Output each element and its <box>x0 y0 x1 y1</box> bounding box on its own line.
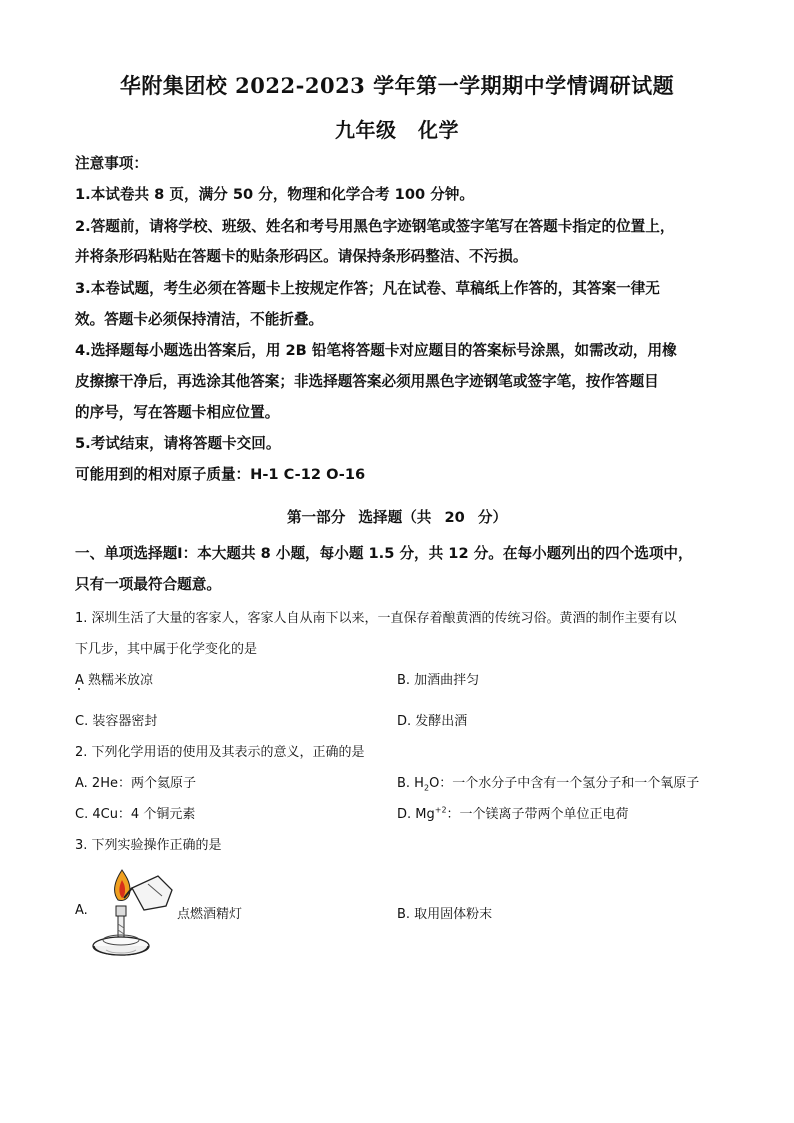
q2-stem: 2. 下列化学用语的使用及其表示的意义，正确的是 <box>75 745 365 760</box>
q1-option-c: C. 装容器密封 <box>75 714 158 729</box>
q2-option-c: C. 4Cu：4 个铜元素 <box>75 807 196 822</box>
q3-stem: 3. 下列实验操作正确的是 <box>75 838 222 853</box>
note-line: 1.本试卷共 8 页，满分 50 分，物理和化学合考 100 分钟。 <box>75 186 474 203</box>
exam-subtitle: 九年级 化学 <box>335 118 459 142</box>
note-line: 4.选择题每小题选出答案后，用 2B 铅笔将答题卡对应题目的答案标号涂黑，如需改动，用橡 <box>75 342 677 359</box>
notes-heading: 注意事项： <box>75 155 148 172</box>
q1-option-d: D. 发酵出酒 <box>397 714 468 729</box>
note-line: 3.本卷试题，考生必须在答题卡上按规定作答；凡在试卷、草稿纸上作答的，其答案一律无 <box>75 280 660 297</box>
q3-option-a-label: A. <box>75 903 88 918</box>
note-line: 并将条形码粘贴在答题卡的贴条形码区。请保持条形码整洁、不污损。 <box>75 248 528 265</box>
q2-option-b: B. $H_2O$：一个水分子中含有一个氢分子和一个氧原子 <box>397 776 700 793</box>
q1-option-a: A 熟糯米放凉 <box>75 673 154 688</box>
section-title: 第一部分 选择题（共 20 分） <box>286 509 508 526</box>
note-line: 5.考试结束，请将答题卡交回。 <box>75 435 281 452</box>
part-heading-cont: 只有一项最符合题意。 <box>75 576 221 593</box>
exam-title: 华附集团校 2022-2023 学年第一学期期中学情调研试题 <box>119 73 675 98</box>
q2-option-d: D. $Mg^{+2}$：一个镁离子带两个单位正电荷 <box>397 805 629 822</box>
note-line: 2.答题前，请将学校、班级、姓名和考号用黑色字迹钢笔或签字笔写在答题卡指定的位置上， <box>75 218 675 235</box>
part-heading: 一、单项选择题Ⅰ：本大题共 8 小题，每小题 1.5 分，共 12 分。在每小题列出的四个选项中， <box>75 545 693 562</box>
q1-stem: 1. 深圳生活了大量的客家人，客家人自从南下以来，一直保存着酿黄酒的传统习俗。黄酒的制作主要有以 <box>75 611 677 626</box>
note-line: 的序号，写在答题卡相应位置。 <box>75 404 280 421</box>
note-line: 皮擦擦干净后，再选涂其他答案；非选择题答案必须用黑色字迹钢笔或签字笔，按作答题目 <box>75 373 659 390</box>
alcohol-lamp-lighting-illustration <box>88 866 178 962</box>
atomic-mass-line: 可能用到的相对原子质量：H-1 C-12 O-16 <box>75 466 366 483</box>
q1-option-b: B. 加酒曲拌匀 <box>397 673 480 688</box>
q2-option-a: A. 2He：两个氦原子 <box>75 776 196 791</box>
q1-stem-cont: 下几步，其中属于化学变化的是 <box>75 642 258 657</box>
option-dot <box>78 688 80 690</box>
q3-option-a-text: 点燃酒精灯 <box>177 907 243 922</box>
note-line: 效。答题卡必须保持清洁，不能折叠。 <box>75 311 324 328</box>
q3-option-b: B. 取用固体粉末 <box>397 907 493 922</box>
